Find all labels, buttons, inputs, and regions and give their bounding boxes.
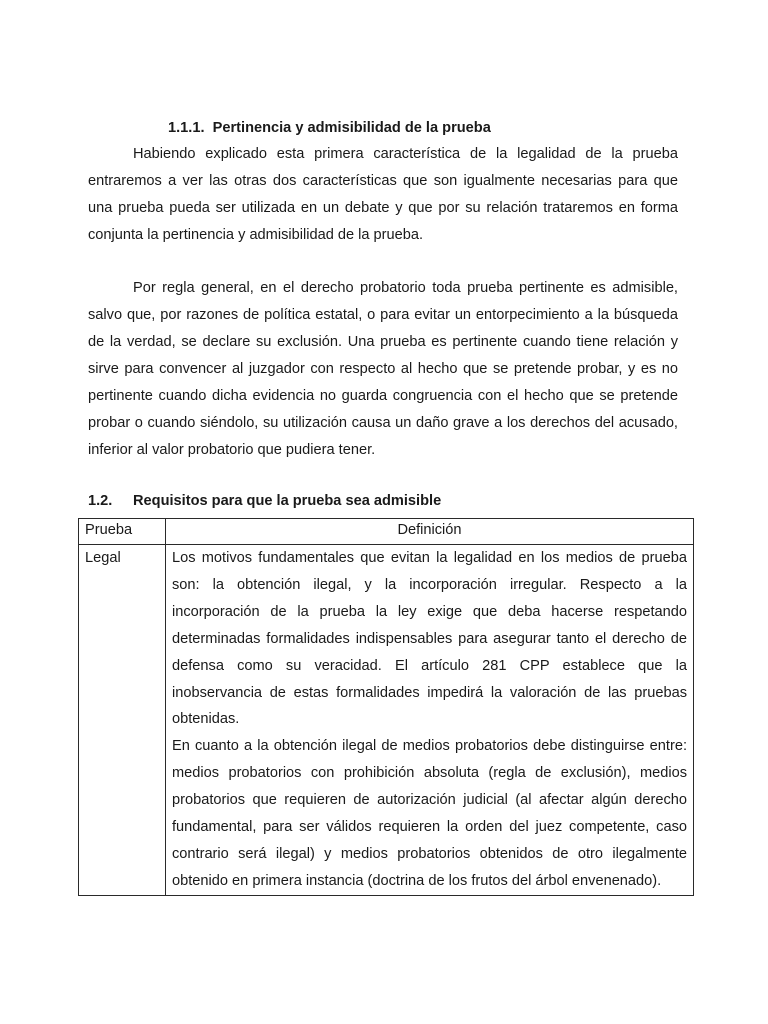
paragraph-intro: Habiendo explicado esta primera característica de la legalidad de la prueba entraremos a ver las otras dos características que son igualmente necesarias para que una prueba pueda ser utilizada en un debate y que por su relación trataremos en forma conjunta la pertinencia y admisibilidad de la prueba. <box>88 146 678 243</box>
section-heading <box>88 491 441 511</box>
row-definition <box>166 545 694 896</box>
subsection-number: 1.1.1. <box>168 120 205 136</box>
table-row <box>79 545 694 896</box>
section-number: 1.2. <box>88 493 113 509</box>
section-title: Requisitos para que la prueba sea admisible <box>133 493 442 509</box>
column-header-prueba: Prueba <box>79 519 166 545</box>
paragraph-general-rule: Por regla general, en el derecho probatorio toda prueba pertinente es admisible, salvo que, por razones de política estatal, o para evitar un entorpecimiento a la búsqueda de la verdad, se declare su exclusión. Una prueba es pertinente cuando tiene relación y sirve para convencer al juzgador con respecto al hecho que se pretende probar, y es no pertinente cuando dicha evidencia no guarda congruencia con el hecho que se pretende probar o cuando siéndolo, su utilización causa un daño grave a los derechos del acusado, inferior al valor probatorio que pudiera tener. <box>88 280 678 458</box>
row-term: Legal <box>79 545 166 896</box>
definition-paragraph: Los motivos fundamentales que evitan la legalidad en los medios de prueba son: la obtención ilegal, y la incorporación irregular. Respecto a la incorporación de la prueba la ley exige que deba hacerse respetando determinadas formalidades indispensables para asegurar tanto el derecho de defensa como su veracidad. El artículo 281 CPP establece que la inobservancia de estas formalidades impedirá la valoración de las pruebas obtenidas. <box>172 550 687 728</box>
subsection-title: Pertinencia y admisibilidad de la prueba <box>212 120 491 136</box>
requirements-table <box>78 518 694 896</box>
column-header-definicion: Definición <box>166 519 694 545</box>
table-header-row <box>79 519 694 545</box>
subsection-heading <box>168 118 491 138</box>
definition-paragraph: En cuanto a la obtención ilegal de medios probatorios debe distinguirse entre: medios probatorios con prohibición absoluta (regla de exclusión), medios probatorios que requieren de autorización judicial (al afectar algún derecho fundamental, para ser válidos requieren la orden del juez competente, caso contrario será ilegal) y medios probatorios obtenidos de otro ilegalmente obtenido en primera instancia (doctrina de los frutos del árbol envenenado). <box>172 738 687 889</box>
